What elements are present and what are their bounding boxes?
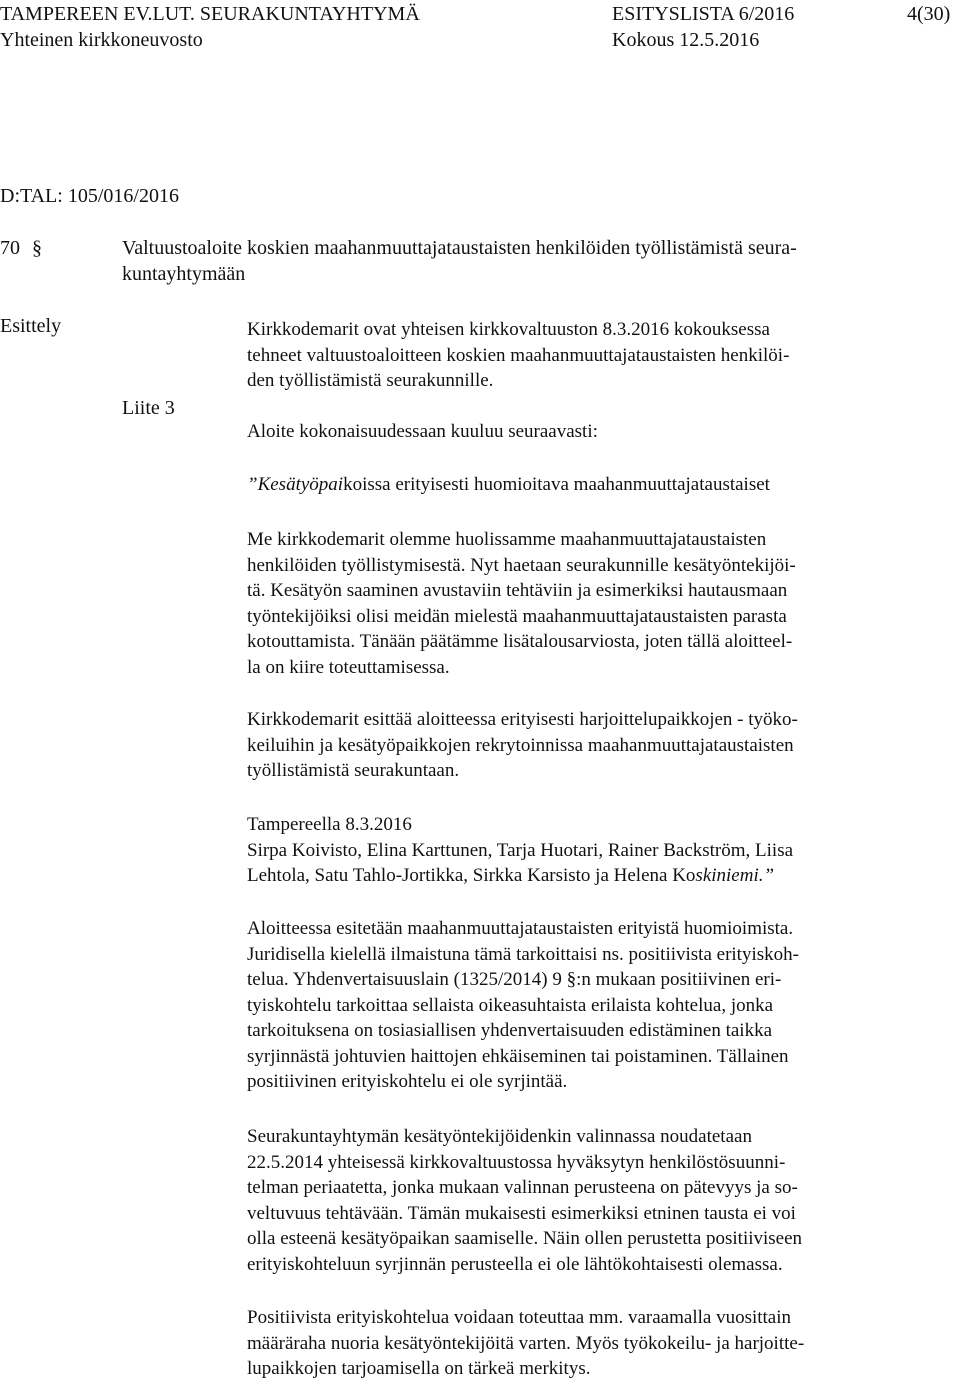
signature-names-2-italic: skiniemi.” — [695, 865, 775, 886]
text-line: kotouttamista. Tänään päätämme lisätalousarviosta, joten tällä aloitteel- — [247, 631, 793, 652]
esittely-label: Esittely — [0, 315, 62, 337]
text-line: tyiskohtelu tarkoittaa sellaista oikeasuhtaista erilaista kohtelua, jonka — [247, 994, 774, 1016]
header-body: Yhteinen kirkkoneuvosto — [0, 29, 203, 51]
signature-names-2-plain: Lehtola, Satu Tahlo-Jortikka, Sirkka Karsisto ja Helena Ko — [247, 865, 696, 886]
summary-line: Aloite kokonaisuudessaan kuuluu seuraavasti: — [247, 421, 598, 442]
text-line: veltuvuus tehtävään. Tämän mukaisesti esimerkiksi etninen tausta ei voi — [247, 1202, 796, 1224]
section-sign: § — [32, 237, 42, 259]
text-line: syrjinnästä johtuvien haittojen ehkäiseminen tai poistaminen. Tällainen — [247, 1045, 789, 1067]
recruitment-principle-paragraph — [247, 1124, 927, 1277]
text-line: keiluihin ja kesätyöpaikkojen rekrytoinnissa maahanmuuttajataustaisten — [247, 734, 794, 756]
header-page-number: 4(30) — [907, 3, 951, 25]
item-title-line-2: kuntayhtymään — [122, 263, 246, 285]
signature-block — [247, 812, 927, 889]
text-line: Me kirkkodemarit olemme huolissamme maahanmuuttajataustaisten — [247, 529, 767, 550]
text-line: Aloitteessa esitetään maahanmuuttajataustaisten erityistä huomioimista. — [247, 918, 794, 939]
positive-action-paragraph — [247, 1305, 927, 1382]
signature-names-1: Sirpa Koivisto, Elina Karttunen, Tarja Huotari, Rainer Backström, Liisa — [247, 839, 794, 861]
text-line: lupaikkojen tarjoamisella on tärkeä merkitys. — [247, 1358, 591, 1379]
text-line: määräraha nuoria kesätyöntekijöitä varten. Myös työkokeilu- ja harjoitte- — [247, 1332, 805, 1354]
text-line: 22.5.2014 yhteisessä kirkkovaltuustossa hyväksytyn henkilöstösuunni- — [247, 1151, 786, 1173]
text-line: Kirkkodemarit ovat yhteisen kirkkovaltuuston 8.3.2016 kokouksessa — [247, 319, 770, 340]
header-list-number: ESITYSLISTA 6/2016 — [612, 3, 795, 25]
header-meeting-date: Kokous 12.5.2016 — [612, 29, 760, 51]
text-line: erityiskohteluun syrjinnän perusteella ei ole lähtökohtaisesti olemassa. — [247, 1253, 783, 1275]
intro-paragraph — [247, 317, 927, 394]
explanation-paragraph — [247, 916, 927, 1095]
document-reference: D:TAL: 105/016/2016 — [0, 185, 179, 207]
text-line: henkilöiden työllistymisestä. Nyt haetaan seurakunnille kesätyöntekijöi- — [247, 554, 796, 576]
quote-paragraph-2 — [247, 707, 927, 784]
header-org: TAMPEREEN EV.LUT. SEURAKUNTAYHTYMÄ — [0, 3, 420, 25]
text-line: tehneet valtuustoaloitteen koskien maahanmuuttajataustaisten henkilöi- — [247, 344, 790, 366]
text-line: olla esteenä kesätyöpaikan saamiselle. Näin ollen perustetta positiiviseen — [247, 1228, 803, 1249]
item-title-line-1: Valtuustoaloite koskien maahanmuuttajataustaisten henkilöiden työllistämistä seura- — [122, 237, 797, 259]
text-line: työllistämistä seurakuntaan. — [247, 760, 460, 781]
text-line: la on kiire toteuttamisessa. — [247, 656, 450, 678]
text-line: Positiivista erityiskohtelua voidaan toteuttaa mm. varaamalla vuosittain — [247, 1307, 792, 1328]
quote-title-rest: koissa erityisesti huomioitava maahanmuuttajataustaiset — [343, 474, 770, 495]
signature-names-2 — [247, 863, 927, 889]
text-line: tä. Kesätyön saaminen avustaviin tehtäviin ja esimerkiksi hautausmaan — [247, 580, 788, 601]
text-line: Juridisella kielellä ilmaistuna tämä tarkoittaisi ns. positiivista erityiskoh- — [247, 943, 799, 965]
item-number: 70 — [0, 237, 20, 259]
quote-paragraph-1 — [247, 527, 927, 680]
text-line: telua. Yhdenvertaisuuslain (1325/2014) 9 §:n mukaan positiivinen eri- — [247, 969, 782, 990]
text-line: positiivinen erityiskohtelu ei ole syrjintää. — [247, 1071, 568, 1092]
text-line: työntekijöiksi olisi meidän mielestä maahanmuuttajataustaisten parasta — [247, 605, 787, 627]
text-line: den työllistämistä seurakunnille. — [247, 370, 494, 391]
signature-place-date: Tampereella 8.3.2016 — [247, 814, 412, 835]
quote-title — [247, 472, 770, 498]
attachment-label: Liite 3 — [122, 397, 175, 419]
text-line: tarkoituksena on tosiasiallisen yhdenvertaisuuden edistäminen taikka — [247, 1020, 773, 1041]
text-line: Seurakuntayhtymän kesätyöntekijöidenkin valinnassa noudatetaan — [247, 1126, 752, 1147]
text-line: Kirkkodemarit esittää aloitteessa erityisesti harjoittelupaikkojen - työko- — [247, 709, 798, 730]
quote-title-italic: ”Kesätyöpai — [247, 474, 344, 495]
text-line: telman periaatetta, jonka mukaan valinnan perusteena on pätevyys ja so- — [247, 1177, 798, 1198]
